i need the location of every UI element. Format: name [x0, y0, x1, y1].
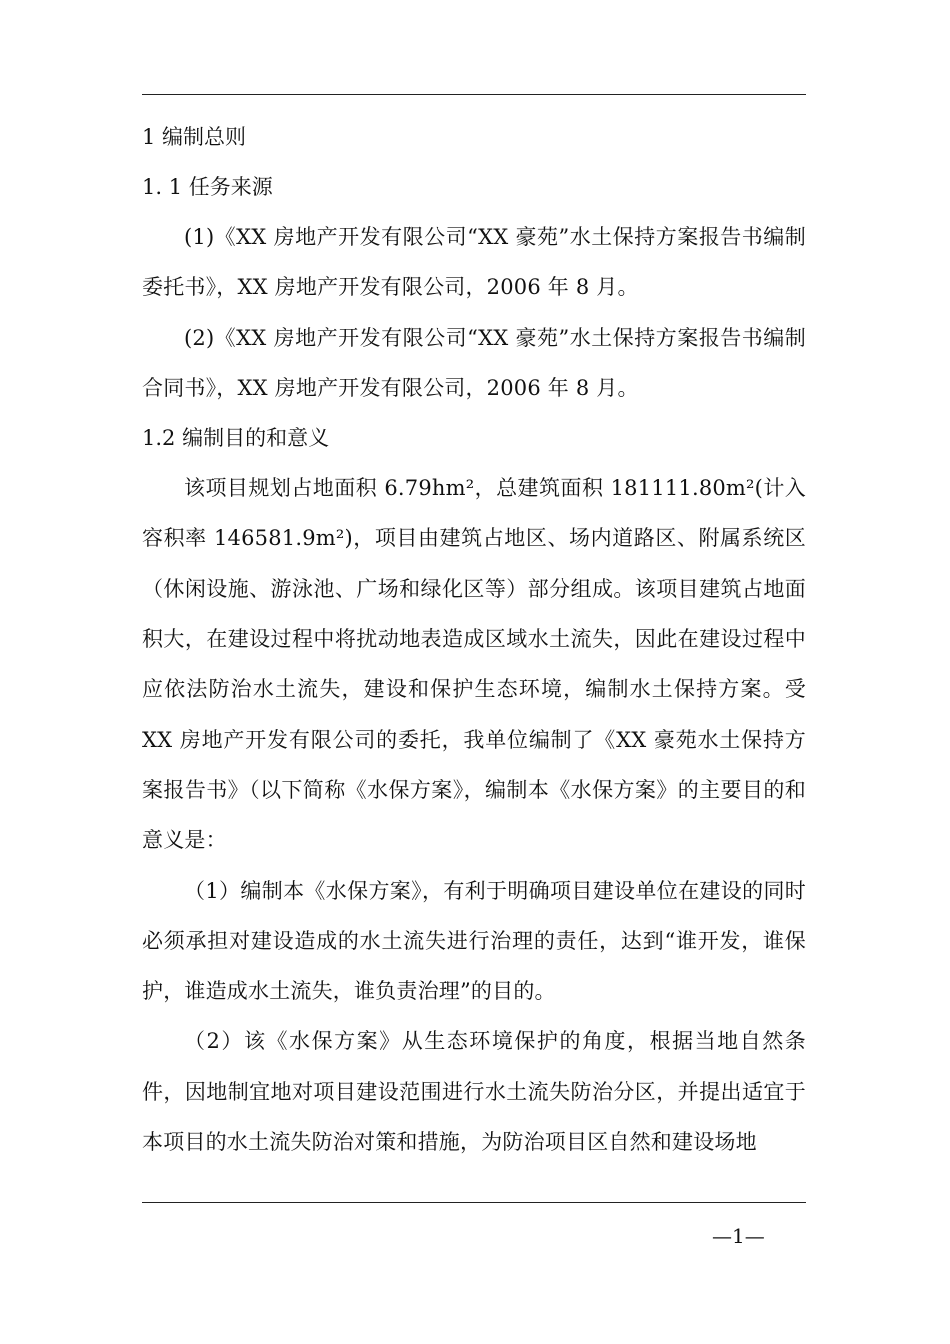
- section-heading-1-1: 1. 1 任务来源: [142, 175, 273, 199]
- section-heading-1-2: 1.2 编制目的和意义: [142, 426, 330, 451]
- footer-rule: [142, 1202, 806, 1203]
- section-heading-1: 1 编制总则: [142, 125, 247, 149]
- header-rule: [142, 94, 806, 95]
- intro-paragraph: 该项目规划占地面积 6.79hm²，总建筑面积 181111.80m²(计入容积率 146581.9m²)，项目由建筑占地区、场内道路区、附属系统区（休闲设施、游泳池、广场和绿化区等）部分组成。该项目建筑占地面积大，在建设过程中将扰动地表造成区域水土流失，因此在建设过程中应依法防治水土流失，建设和保护生态环境，编制水土保持方案。受 XX 房地产开发有限公司的委托，我单位编制了《XX 豪苑水土保持方案报告书》（以下简称《水保方案》，编制本《水保方案》的主要目的和意义是：: [142, 476, 806, 853]
- page-number: —1—: [712, 1224, 765, 1248]
- purpose-item-1: （1）编制本《水保方案》，有利于明确项目建设单位在建设的同时必须承担对建设造成的水土流失进行治理的责任，达到“谁开发，谁保护，谁造成水土流失，谁负责治理”的目的。: [142, 878, 806, 1004]
- page-body: [142, 112, 806, 1167]
- source-item-2: (2)《XX 房地产开发有限公司“XX 豪苑”水土保持方案报告书编制合同书》，XX 房地产开发有限公司，2006 年 8 月。: [142, 325, 806, 400]
- purpose-item-2: （2）该《水保方案》从生态环境保护的角度，根据当地自然条件，因地制宜地对项目建设范围进行水土流失防治分区，并提出适宜于本项目的水土流失防治对策和措施，为防治项目区自然和建设场地: [142, 1029, 806, 1155]
- source-item-1: (1)《XX 房地产开发有限公司“XX 豪苑”水土保持方案报告书编制委托书》，XX 房地产开发有限公司，2006 年 8 月。: [142, 225, 806, 300]
